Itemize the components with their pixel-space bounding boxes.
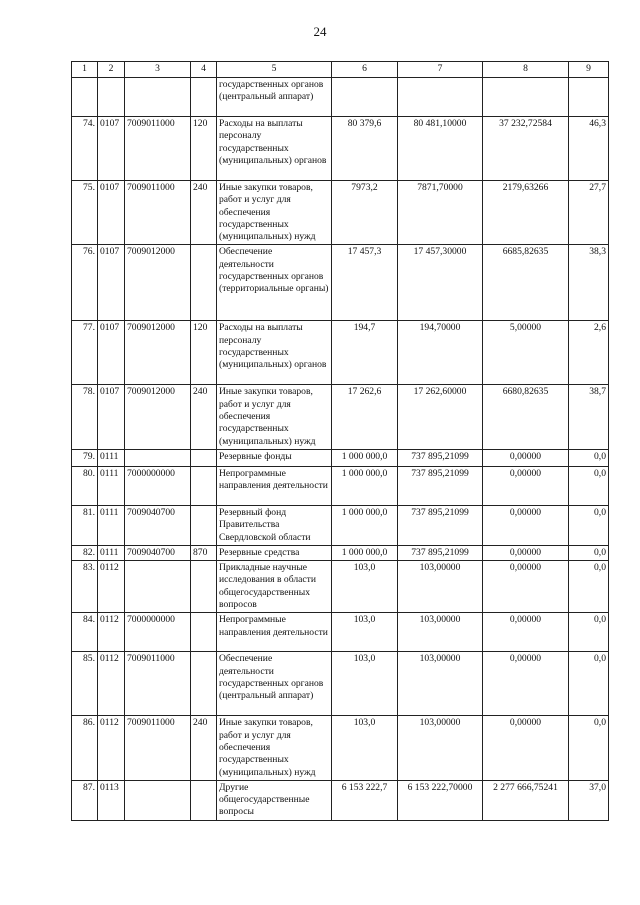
execution-percent: [569, 78, 609, 117]
section-code: 0112: [98, 716, 125, 780]
row-number: 87.: [72, 780, 98, 820]
executed-amount: 0,00000: [483, 449, 569, 466]
item-name: Иные закупки товаров, работ и услуг для обеспечения государственных (муниципальных) нужд: [217, 181, 332, 245]
execution-percent: 38,3: [569, 245, 609, 321]
section-code: [98, 78, 125, 117]
expense-type-code: [191, 245, 217, 321]
item-name: Другие общегосударственные вопросы: [217, 780, 332, 820]
column-header: 8: [483, 62, 569, 78]
row-number: 77.: [72, 321, 98, 385]
section-code: 0107: [98, 321, 125, 385]
expense-type-code: 120: [191, 117, 217, 181]
executed-amount: 0,00000: [483, 466, 569, 505]
executed-amount: 0,00000: [483, 716, 569, 780]
table-row: [72, 78, 609, 117]
table-row: [72, 449, 609, 466]
target-article-code: [125, 78, 191, 117]
row-number: 74.: [72, 117, 98, 181]
section-code: 0113: [98, 780, 125, 820]
item-name: Обеспечение деятельности государственных органов (центральный аппарат): [217, 652, 332, 716]
approved-amount: 6 153 222,70000: [398, 780, 483, 820]
row-number: 80.: [72, 466, 98, 505]
approved-amount: [398, 78, 483, 117]
executed-amount: 0,00000: [483, 613, 569, 652]
item-name: Обеспечение деятельности государственных органов (территориальные органы): [217, 245, 332, 321]
expense-type-code: 240: [191, 181, 217, 245]
target-article-code: [125, 561, 191, 613]
row-number: 76.: [72, 245, 98, 321]
item-name: Резервные средства: [217, 545, 332, 560]
budget-table: [71, 61, 609, 821]
table-row: [72, 716, 609, 780]
approved-amount: 103,00000: [398, 613, 483, 652]
target-article-code: [125, 449, 191, 466]
expense-type-code: 240: [191, 385, 217, 449]
column-header: 9: [569, 62, 609, 78]
table-row: [72, 321, 609, 385]
section-code: 0111: [98, 545, 125, 560]
item-name: государственных органов (центральный аппарат): [217, 78, 332, 117]
planned-amount: 17 262,6: [332, 385, 398, 449]
planned-amount: 103,0: [332, 561, 398, 613]
section-code: 0111: [98, 449, 125, 466]
planned-amount: 1 000 000,0: [332, 545, 398, 560]
executed-amount: 0,00000: [483, 561, 569, 613]
executed-amount: 2179,63266: [483, 181, 569, 245]
expense-type-code: 870: [191, 545, 217, 560]
table-row: [72, 780, 609, 820]
executed-amount: 0,00000: [483, 652, 569, 716]
table-row: [72, 652, 609, 716]
section-code: 0107: [98, 117, 125, 181]
table-row: [72, 385, 609, 449]
page-number: 24: [313, 24, 327, 39]
executed-amount: 5,00000: [483, 321, 569, 385]
row-number: 84.: [72, 613, 98, 652]
table-row: [72, 613, 609, 652]
approved-amount: 737 895,21099: [398, 449, 483, 466]
executed-amount: 2 277 666,75241: [483, 780, 569, 820]
column-header: 7: [398, 62, 483, 78]
executed-amount: 6680,82635: [483, 385, 569, 449]
planned-amount: 17 457,3: [332, 245, 398, 321]
execution-percent: 0,0: [569, 652, 609, 716]
section-code: 0111: [98, 505, 125, 545]
row-number: 78.: [72, 385, 98, 449]
approved-amount: 103,00000: [398, 652, 483, 716]
execution-percent: 0,0: [569, 466, 609, 505]
execution-percent: 0,0: [569, 613, 609, 652]
item-name: Иные закупки товаров, работ и услуг для обеспечения государственных (муниципальных) нужд: [217, 385, 332, 449]
column-header: 3: [125, 62, 191, 78]
item-name: Прикладные научные исследования в области общегосударственных вопросов: [217, 561, 332, 613]
row-number: [72, 78, 98, 117]
section-code: 0107: [98, 181, 125, 245]
planned-amount: [332, 78, 398, 117]
target-article-code: 7009040700: [125, 545, 191, 560]
target-article-code: 7000000000: [125, 613, 191, 652]
execution-percent: 0,0: [569, 716, 609, 780]
row-number: 75.: [72, 181, 98, 245]
expense-type-code: [191, 466, 217, 505]
expense-type-code: [191, 449, 217, 466]
approved-amount: 17 457,30000: [398, 245, 483, 321]
target-article-code: [125, 780, 191, 820]
planned-amount: 103,0: [332, 716, 398, 780]
execution-percent: 0,0: [569, 561, 609, 613]
expense-type-code: [191, 780, 217, 820]
item-name: Непрограммные направления деятельности: [217, 466, 332, 505]
planned-amount: 1 000 000,0: [332, 505, 398, 545]
expense-type-code: [191, 652, 217, 716]
target-article-code: 7009040700: [125, 505, 191, 545]
planned-amount: 103,0: [332, 613, 398, 652]
execution-percent: 37,0: [569, 780, 609, 820]
approved-amount: 737 895,21099: [398, 545, 483, 560]
section-code: 0111: [98, 466, 125, 505]
column-header: 5: [217, 62, 332, 78]
approved-amount: 17 262,60000: [398, 385, 483, 449]
approved-amount: 737 895,21099: [398, 505, 483, 545]
target-article-code: 7000000000: [125, 466, 191, 505]
column-header: 2: [98, 62, 125, 78]
expense-type-code: 240: [191, 716, 217, 780]
approved-amount: 7871,70000: [398, 181, 483, 245]
table-header-row: [72, 62, 609, 78]
item-name: Непрограммные направления деятельности: [217, 613, 332, 652]
expense-type-code: [191, 505, 217, 545]
executed-amount: 37 232,72584: [483, 117, 569, 181]
section-code: 0107: [98, 245, 125, 321]
planned-amount: 6 153 222,7: [332, 780, 398, 820]
executed-amount: [483, 78, 569, 117]
section-code: 0112: [98, 613, 125, 652]
approved-amount: 103,00000: [398, 716, 483, 780]
item-name: Расходы на выплаты персоналу государственных (муниципальных) органов: [217, 321, 332, 385]
planned-amount: 80 379,6: [332, 117, 398, 181]
planned-amount: 103,0: [332, 652, 398, 716]
item-name: Иные закупки товаров, работ и услуг для обеспечения государственных (муниципальных) нужд: [217, 716, 332, 780]
approved-amount: 737 895,21099: [398, 466, 483, 505]
row-number: 83.: [72, 561, 98, 613]
table-row: [72, 245, 609, 321]
expense-type-code: [191, 561, 217, 613]
table-row: [72, 117, 609, 181]
item-name: Расходы на выплаты персоналу государственных (муниципальных) органов: [217, 117, 332, 181]
table-row: [72, 466, 609, 505]
approved-amount: 80 481,10000: [398, 117, 483, 181]
executed-amount: 0,00000: [483, 545, 569, 560]
execution-percent: 46,3: [569, 117, 609, 181]
target-article-code: 7009011000: [125, 652, 191, 716]
table-row: [72, 505, 609, 545]
item-name: Резервные фонды: [217, 449, 332, 466]
column-header: 6: [332, 62, 398, 78]
row-number: 86.: [72, 716, 98, 780]
execution-percent: 27,7: [569, 181, 609, 245]
section-code: 0107: [98, 385, 125, 449]
execution-percent: 0,0: [569, 449, 609, 466]
table-row: [72, 181, 609, 245]
execution-percent: 2,6: [569, 321, 609, 385]
table-row: [72, 561, 609, 613]
planned-amount: 1 000 000,0: [332, 449, 398, 466]
column-header: 1: [72, 62, 98, 78]
execution-percent: 38,7: [569, 385, 609, 449]
executed-amount: 0,00000: [483, 505, 569, 545]
execution-percent: 0,0: [569, 545, 609, 560]
target-article-code: 7009012000: [125, 245, 191, 321]
execution-percent: 0,0: [569, 505, 609, 545]
target-article-code: 7009011000: [125, 117, 191, 181]
row-number: 79.: [72, 449, 98, 466]
planned-amount: 7973,2: [332, 181, 398, 245]
item-name: Резервный фонд Правительства Свердловской области: [217, 505, 332, 545]
planned-amount: 1 000 000,0: [332, 466, 398, 505]
approved-amount: 194,70000: [398, 321, 483, 385]
column-header: 4: [191, 62, 217, 78]
target-article-code: 7009012000: [125, 321, 191, 385]
row-number: 81.: [72, 505, 98, 545]
planned-amount: 194,7: [332, 321, 398, 385]
approved-amount: 103,00000: [398, 561, 483, 613]
target-article-code: 7009011000: [125, 181, 191, 245]
row-number: 82.: [72, 545, 98, 560]
target-article-code: 7009012000: [125, 385, 191, 449]
executed-amount: 6685,82635: [483, 245, 569, 321]
target-article-code: 7009011000: [125, 716, 191, 780]
table-row: [72, 545, 609, 560]
section-code: 0112: [98, 652, 125, 716]
section-code: 0112: [98, 561, 125, 613]
expense-type-code: 120: [191, 321, 217, 385]
expense-type-code: [191, 613, 217, 652]
expense-type-code: [191, 78, 217, 117]
row-number: 85.: [72, 652, 98, 716]
